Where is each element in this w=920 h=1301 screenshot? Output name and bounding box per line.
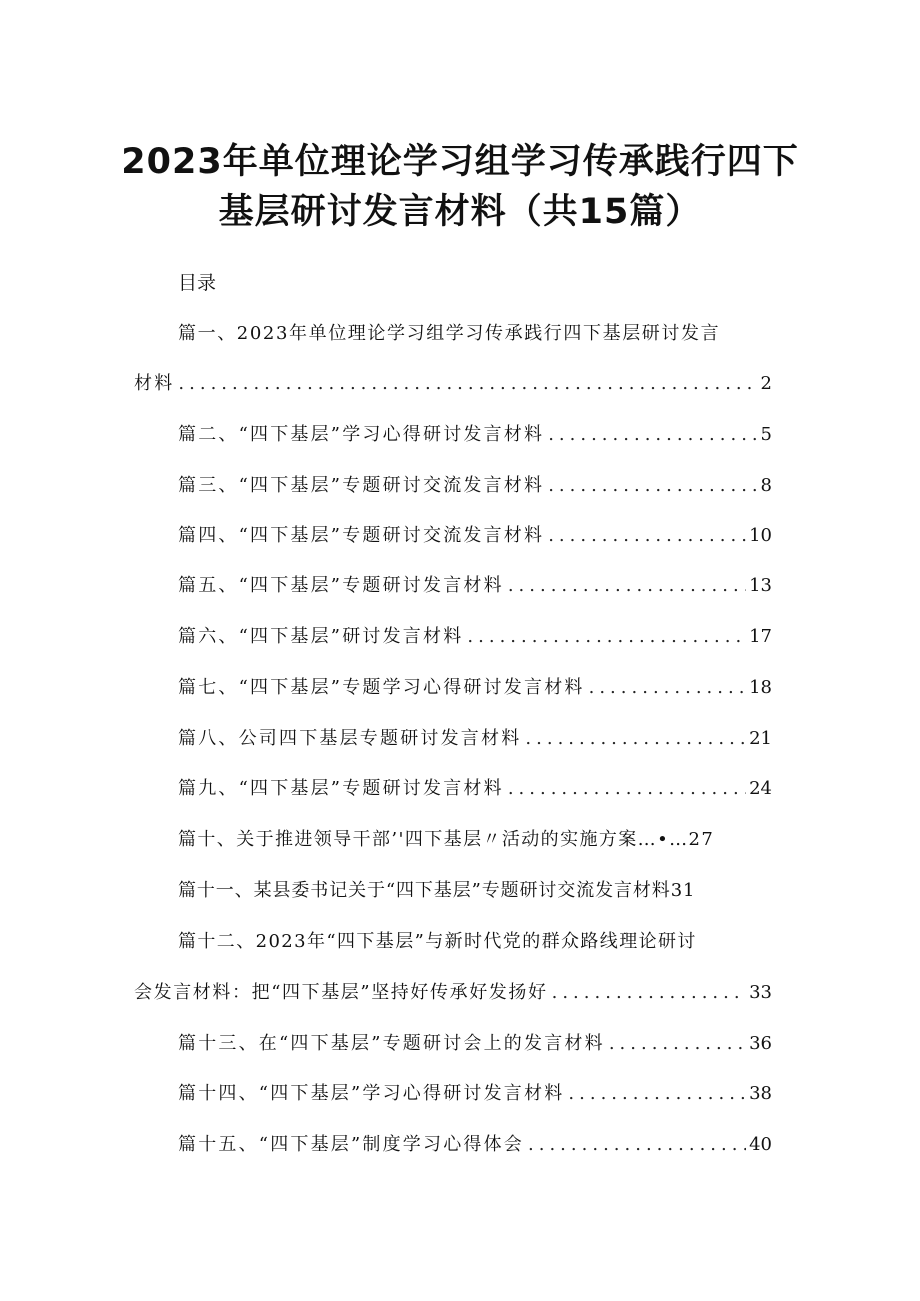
toc-entry-label: 篇六、“四下基层”研讨发言材料 xyxy=(178,626,464,647)
toc-page-number: 13 xyxy=(749,575,772,596)
toc-leader-dots xyxy=(548,422,757,448)
toc-entry-label: 篇三、“四下基层”专题研讨交流发言材料 xyxy=(178,475,545,496)
toc-leader-dots xyxy=(609,1031,746,1057)
toc-page-number: 8 xyxy=(760,475,772,496)
toc-leader-dots xyxy=(178,371,757,397)
toc-entry-13[interactable] xyxy=(178,1031,772,1057)
toc-entry-6[interactable] xyxy=(178,624,772,650)
toc-page-number: 21 xyxy=(749,728,772,749)
toc-leader-dots xyxy=(525,726,746,752)
toc-entry-label: 材料 xyxy=(134,373,175,394)
toc-page-number: 5 xyxy=(760,424,772,445)
toc-entry-10[interactable] xyxy=(178,827,778,853)
toc-page-number: 17 xyxy=(749,626,772,647)
toc-page-number: 18 xyxy=(749,677,772,698)
toc-entry-label: 篇九、“四下基层”专题研讨发言材料 xyxy=(178,778,504,799)
toc-entry-3[interactable] xyxy=(178,473,772,499)
toc-entry-label: 篇十五、“四下基层”制度学习心得体会 xyxy=(178,1134,525,1155)
document-title-line-2: 基层研讨发言材料（共15篇） xyxy=(218,192,702,232)
toc-entry-11[interactable] xyxy=(178,878,778,904)
toc-page-number: 24 xyxy=(749,778,772,799)
toc-entry-label: 篇十、关于推进领导干部’'四下基层〃活动的实施方案…•…27 xyxy=(178,829,715,850)
toc-entry-label: 篇十一、某县委书记关于“四下基层”专题研讨交流发言材料31 xyxy=(178,880,696,901)
toc-entry-15[interactable] xyxy=(178,1132,772,1158)
toc-leader-dots xyxy=(508,573,746,599)
toc-entry-4[interactable] xyxy=(178,523,772,549)
toc-page-number: 10 xyxy=(749,525,772,546)
toc-entry-label: 篇一、2023年单位理论学习组学习传承践行四下基层研讨发言 xyxy=(178,323,721,344)
toc-leader-dots xyxy=(548,523,746,549)
toc-entry-label: 篇五、“四下基层”专题研讨发言材料 xyxy=(178,575,504,596)
toc-page-number: 38 xyxy=(749,1083,772,1104)
toc-entry-label: 篇十四、“四下基层”学习心得研讨发言材料 xyxy=(178,1083,565,1104)
toc-page-number: 2 xyxy=(760,373,772,394)
toc-entry-5[interactable] xyxy=(178,573,772,599)
toc-leader-dots xyxy=(589,675,746,701)
toc-entry-9[interactable] xyxy=(178,776,772,802)
toc-entry-label: 篇八、公司四下基层专题研讨发言材料 xyxy=(178,728,522,749)
toc-entry-14[interactable] xyxy=(178,1081,772,1107)
toc-entry-8[interactable] xyxy=(178,726,772,752)
toc-leader-dots xyxy=(528,1132,746,1158)
toc-leader-dots xyxy=(467,624,746,650)
toc-entry-label: 篇二、“四下基层”学习心得研讨发言材料 xyxy=(178,424,545,445)
toc-leader-dots xyxy=(508,776,746,802)
toc-heading: 目录 xyxy=(178,272,217,294)
toc-entry-12-line-2[interactable] xyxy=(134,980,772,1006)
toc-entry-7[interactable] xyxy=(178,675,772,701)
toc-entry-label: 篇七、“四下基层”专题学习心得研讨发言材料 xyxy=(178,677,585,698)
document-title-line-1: 2023年单位理论学习组学习传承践行四下 xyxy=(121,142,799,182)
toc-entry-1-line-1[interactable] xyxy=(178,321,778,347)
toc-page-number: 36 xyxy=(749,1033,772,1054)
toc-entry-1-line-2[interactable] xyxy=(134,371,772,397)
toc-entry-label: 篇四、“四下基层”专题研讨交流发言材料 xyxy=(178,525,545,546)
toc-entry-12-line-1[interactable] xyxy=(178,929,778,955)
toc-entry-label: 篇十二、2023年“四下基层”与新时代党的群众路线理论研讨 xyxy=(178,931,697,952)
toc-entry-2[interactable] xyxy=(178,422,772,448)
toc-leader-dots xyxy=(568,1081,746,1107)
toc-page-number: 33 xyxy=(749,982,772,1003)
toc-leader-dots xyxy=(548,473,757,499)
toc-entry-label: 会发言材料：把“四下基层”坚持好传承好发扬好 xyxy=(134,982,548,1003)
toc-entry-label: 篇十三、在“四下基层”专题研讨会上的发言材料 xyxy=(178,1033,605,1054)
toc-leader-dots xyxy=(552,980,746,1006)
toc-page-number: 40 xyxy=(749,1134,772,1155)
